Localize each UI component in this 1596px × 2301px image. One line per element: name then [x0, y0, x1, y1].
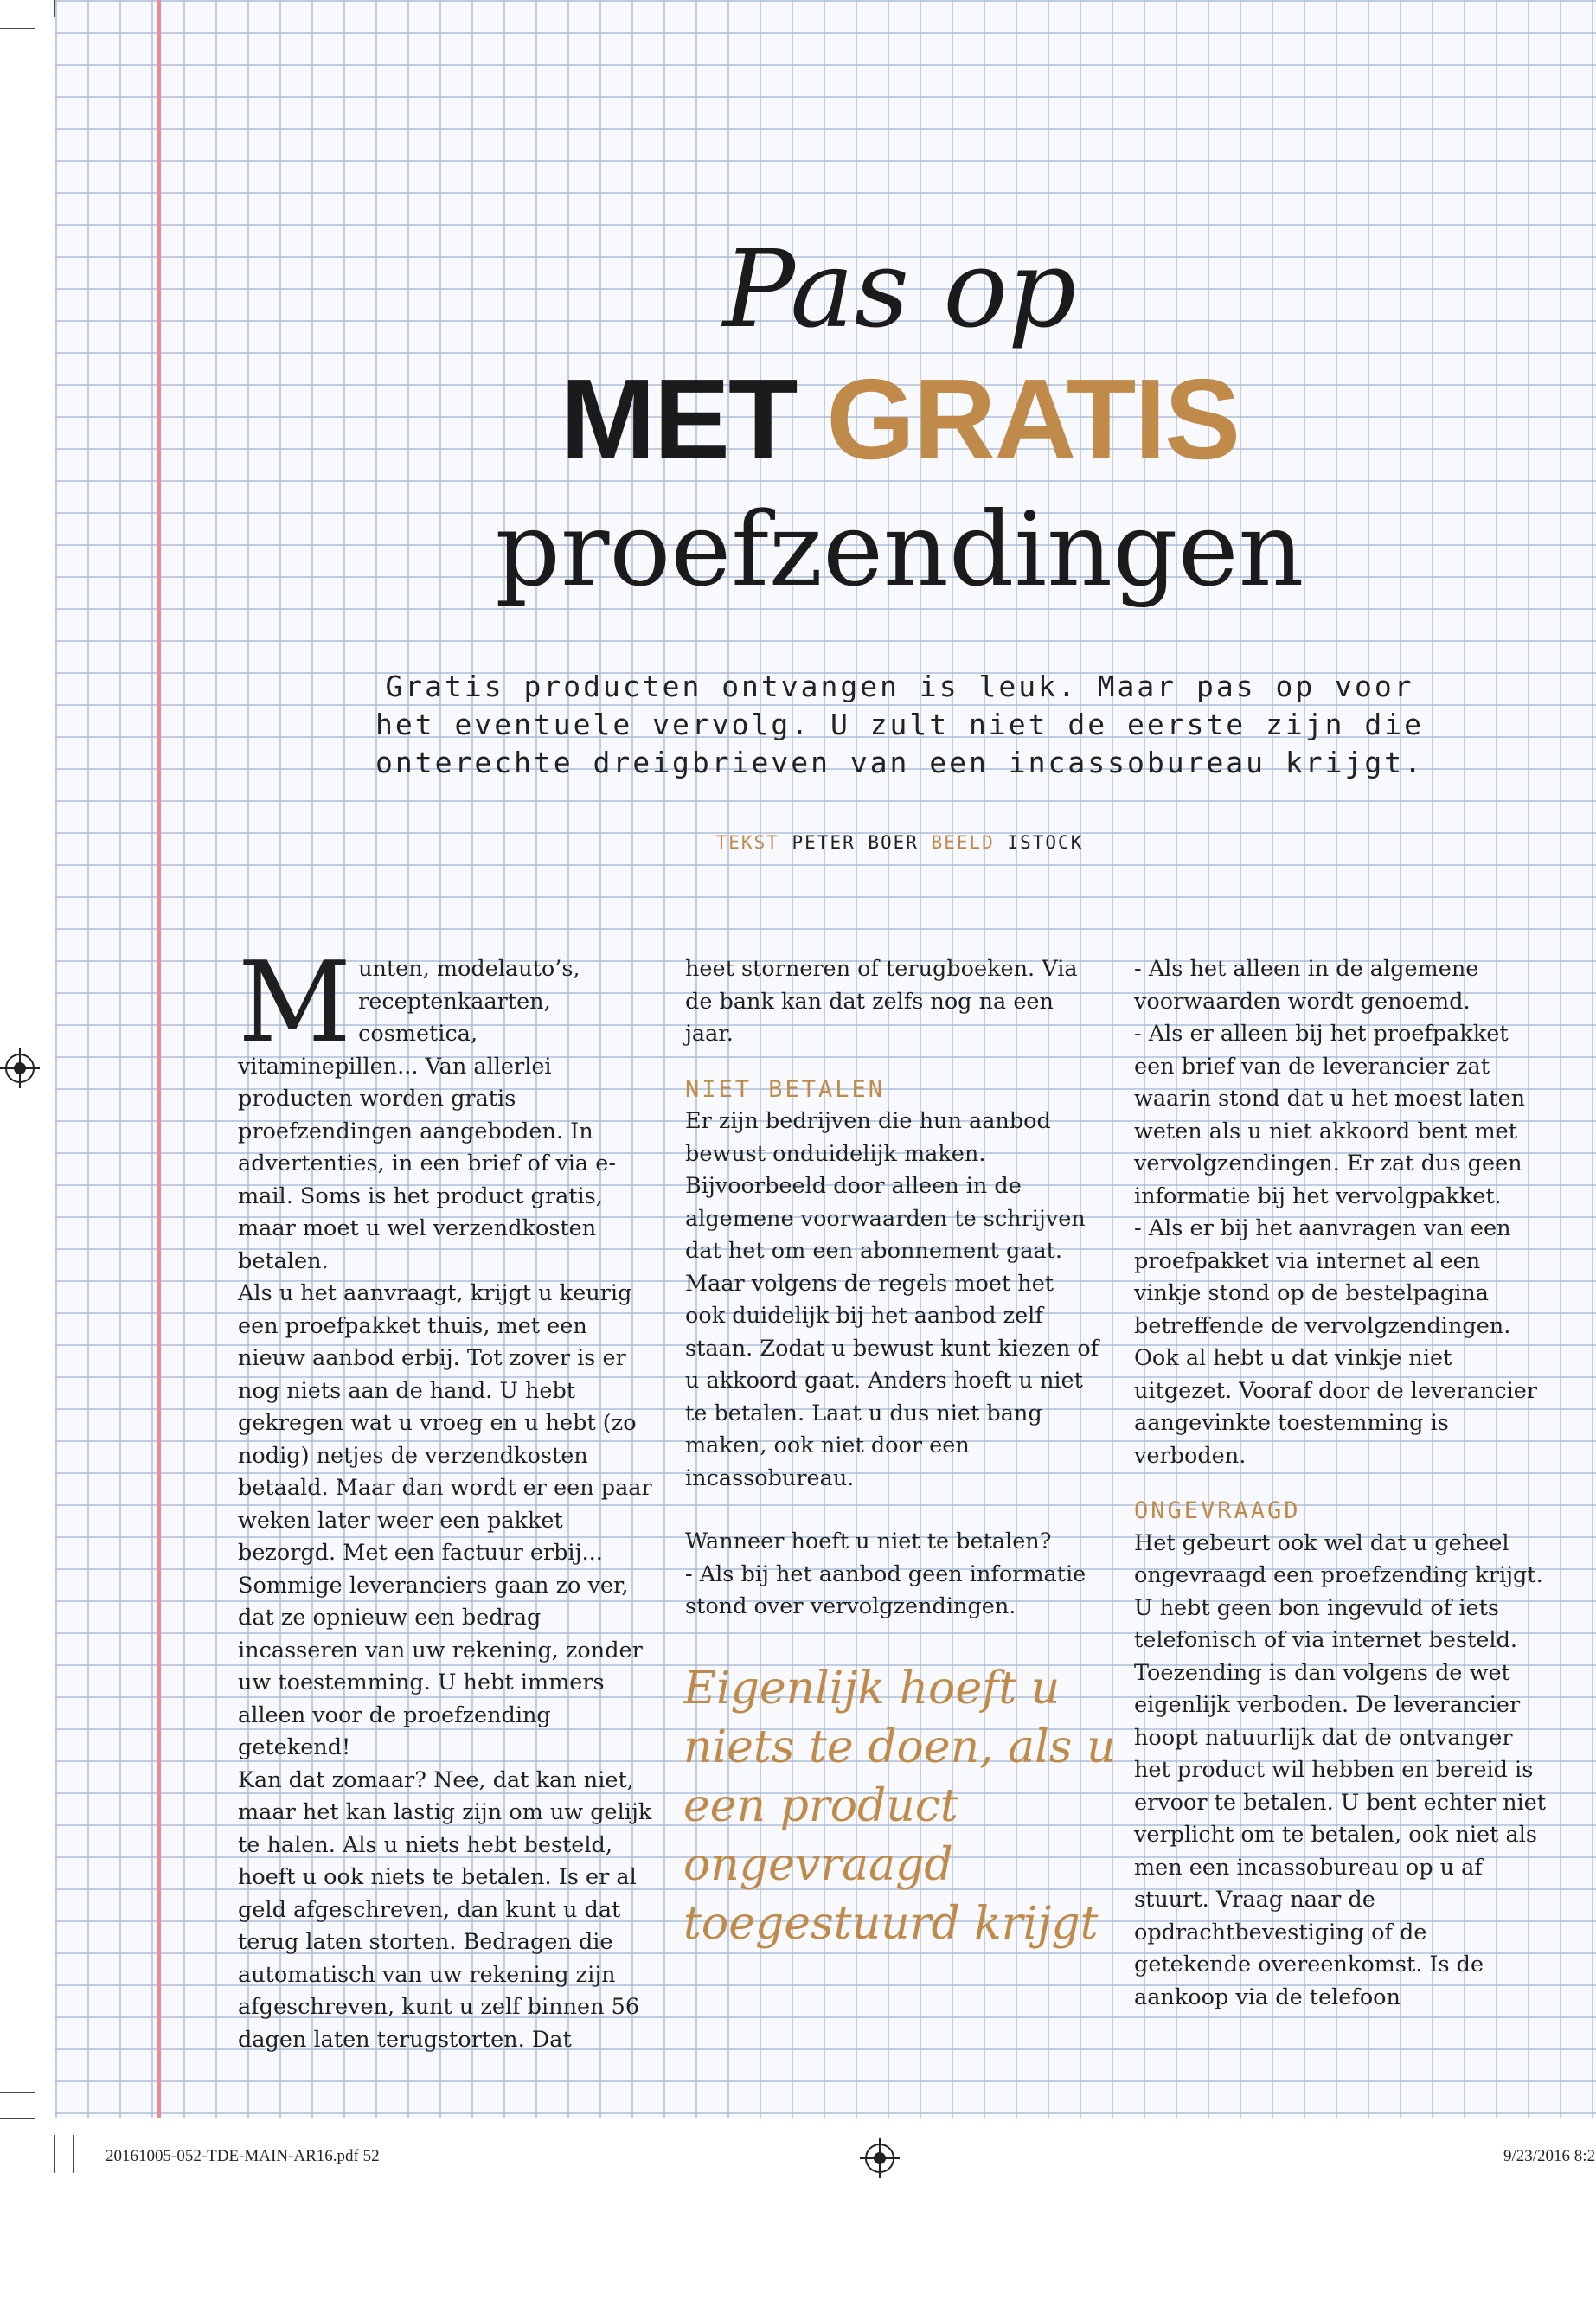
col2-paragraph-2: Er zijn bedrijven die hun aanbod bewust onduidelijk maken. Bijvoorbeeld door alleen in de algemene voorwaarden te schrijven dat het om een abonnement gaat. Maar volgens de regels moet het ook duidelijk bij het aanbod zelf staan. Zodat u bewust kunt kiezen of u akkoord gaat. Anders hoeft u niet te betalen. Laat u dus niet bang maken, ook niet door een incassobureau.: [685, 1108, 1099, 1491]
credits-image-source: ISTOCK: [1007, 832, 1084, 853]
title-line-3: proefzendingen: [495, 490, 1304, 609]
col2-paragraph-4: - Als bij het aanbod geen informatie stond over vervolgzendingen.: [685, 1561, 1086, 1619]
col1-paragraph-4: Kan dat zomaar? Nee, dat kan niet, maar het kan lastig zijn om uw gelijk te halen. Als u niets hebt besteld, hoeft u ook niets te betalen. Is er al geld afgeschreven, dan kunt u dat terug laten storten. Bedragen die automatisch van uw rekening zijn afgeschreven, kunt u zelf binnen 56 dagen laten terugstorten. Dat: [238, 1766, 652, 2053]
article-title: [260, 225, 1540, 614]
credits-text-label: TEKST: [715, 832, 779, 853]
credits-image-label: BEELD: [931, 832, 995, 853]
col1-paragraph-2: Als u het aanvraagt, krijgt u keurig een proefpakket thuis, met een nieuw aanbod erbij. Tot zover is er nog niets aan de hand. U hebt gekregen wat u vroeg en u hebt (zo nodig) netjes de verzendkosten betaald. Maar dan wordt er een paar weken later weer een pakket bezorgd. Met een factuur erbij...: [238, 1280, 652, 1566]
col3-paragraph-4: Het gebeurt ook wel dat u geheel ongevraagd een proefzending krijgt. U hebt geen bon ingevuld of iets telefonisch of via internet besteld. Toezending is dan volgens de wet eigenlijk verboden. De leverancier hoopt natuurlijk dat de ontvanger het product wil hebben en bereid is ervoor te betalen. U bent echter niet verplicht om te betalen, ook niet als men een incassobureau op u af stuurt. Vraag naar de opdrachtbevestiging of de getekende overeenkomst. Is de aankoop via de telefoon: [1134, 1529, 1547, 2010]
title-met: MET: [560, 356, 797, 483]
col1-paragraph-3: Sommige leveranciers gaan zo ver, dat ze opnieuw een bedrag incasseren van uw rekening, zonder uw toestemming. U hebt immers alleen voor de proefzending getekend!: [238, 1572, 643, 1760]
pull-quote: Eigenlijk hoeft u niets te doen, als u een product ongevraagd toegestuurd krijgt: [683, 1663, 1116, 1950]
registration-mark-icon: [5, 1054, 35, 1083]
col2-paragraph-1: heet storneren of terugboeken. Via de bank kan dat zelfs nog na een jaar.: [685, 956, 1078, 1047]
subhead-ongevraagd: ONGEVRAAGD: [1134, 1497, 1301, 1524]
crop-mark: [73, 2135, 74, 2173]
title-line-2: [260, 355, 1540, 484]
intro-text: Gratis producten ontvangen is leuk. Maar pas op voor het eventuele vervolg. U zult niet de eerste zijn die onterechte dreigbrieven van een incassobureau krijgt.: [375, 670, 1424, 779]
crop-mark: [0, 2092, 35, 2093]
print-footer: [0, 2118, 1596, 2301]
col1-paragraph-1: [238, 939, 653, 1278]
footer-date: 9/23/2016 8:2: [1503, 2147, 1596, 2165]
crop-mark: [54, 0, 55, 17]
margin-line: [157, 0, 161, 2118]
subhead-niet-betalen: NIET BETALEN: [685, 1075, 886, 1103]
credits: [519, 832, 1280, 853]
title-gratis: GRATIS: [826, 356, 1240, 483]
col3-paragraph-3: - Als er bij het aanvragen van een proefpakket via internet al een vinkje stond op de bestelpagina betreffende de vervolgzendingen. Ook al hebt u dat vinkje niet uitgezet. Vooraf door de leverancier aangevinkte toestemming is verboden.: [1134, 1215, 1538, 1469]
credits-author: PETER BOER: [792, 832, 919, 853]
col3-paragraph-2: - Als er alleen bij het proefpakket een brief van de leverancier zat waarin stond dat u het moest laten weten als u niet akkoord bent met vervolgzendingen. Er zat dus geen informatie bij het vervolgpakket.: [1134, 1021, 1526, 1209]
col2-paragraph-3: Wanneer hoeft u niet te betalen?: [685, 1529, 1052, 1554]
registration-mark-icon: [865, 2144, 894, 2173]
column-2: [685, 953, 1100, 1624]
col3-paragraph-1: - Als het alleen in de algemene voorwaarden wordt genoemd.: [1134, 956, 1479, 1015]
col1-p1-text: unten, modelauto’s, receptenkaarten, cosmetica, vitaminepillen... Van allerlei producten worden gratis proefzendingen aangeboden. In advertenties, in een brief of via e-mail. Soms is het product gratis, maar moet u wel verzendkosten betalen.: [238, 956, 616, 1274]
crop-mark: [0, 2118, 35, 2119]
drop-cap: M: [238, 939, 352, 1067]
footer-file-name: 20161005-052-TDE-MAIN-AR16.pdf 52: [106, 2147, 380, 2165]
title-line-1: Pas op: [722, 228, 1077, 352]
crop-mark: [0, 28, 35, 29]
crop-mark: [54, 2135, 55, 2173]
column-3: [1134, 953, 1549, 2014]
column-1: [238, 939, 653, 2056]
